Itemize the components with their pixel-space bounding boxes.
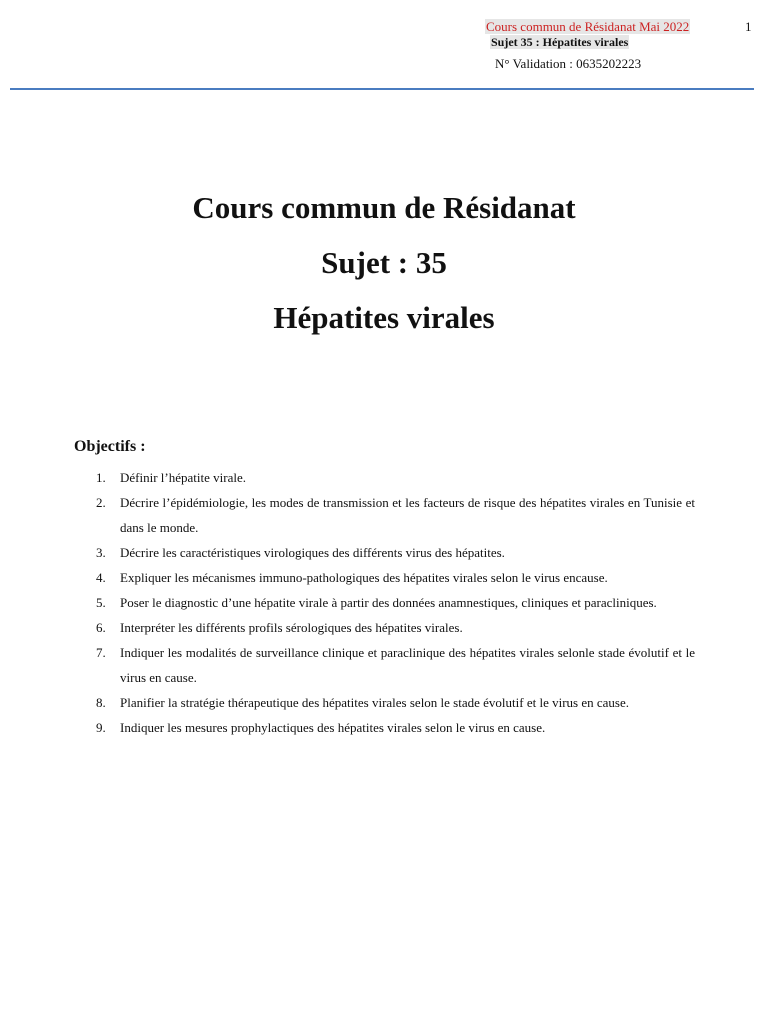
objective-number: 9. — [96, 720, 106, 735]
objectives-list — [90, 465, 695, 740]
subject-title: Hépatites virales — [273, 300, 495, 335]
objective-number: 7. — [96, 645, 106, 660]
header-validation-number: N° Validation : 0635202223 — [495, 56, 642, 71]
objective-item — [90, 640, 695, 690]
objective-number: 1. — [96, 470, 106, 485]
objective-number: 8. — [96, 695, 106, 710]
objective-text: Décrire l’épidémiologie, les modes de transmission et les facteurs de risque des hépatites virales en Tunisie et dans le monde. — [120, 495, 695, 535]
objective-item — [90, 715, 695, 740]
objective-text: Interpréter les différents profils sérologiques des hépatites virales. — [120, 620, 463, 635]
objective-number: 3. — [96, 545, 106, 560]
objective-number: 2. — [96, 495, 106, 510]
objective-item — [90, 690, 695, 715]
objective-number: 4. — [96, 570, 106, 585]
objective-number: 6. — [96, 620, 106, 635]
page-number: 1 — [745, 19, 752, 34]
subject-number: Sujet : 35 — [321, 245, 447, 280]
document-title: Cours commun de Résidanat — [192, 190, 576, 225]
objective-text: Poser le diagnostic d’une hépatite virale à partir des données anamnestiques, cliniques et paracliniques. — [120, 595, 657, 610]
objective-text: Indiquer les modalités de surveillance clinique et paraclinique des hépatites virales selonle stade évolutif et le virus en cause. — [120, 645, 695, 685]
objectives-heading: Objectifs : — [74, 438, 146, 455]
objective-item — [90, 615, 695, 640]
objective-number: 5. — [96, 595, 106, 610]
objective-item — [90, 565, 695, 590]
objective-item — [90, 590, 695, 615]
objective-text: Indiquer les mesures prophylactiques des hépatites virales selon le virus en cause. — [120, 720, 546, 735]
title-block — [0, 180, 768, 345]
objective-item — [90, 540, 695, 565]
objective-text: Décrire les caractéristiques virologiques des différents virus des hépatites. — [120, 545, 505, 560]
objective-item — [90, 465, 695, 490]
objective-text: Planifier la stratégie thérapeutique des hépatites virales selon le stade évolutif et le virus en cause. — [120, 695, 629, 710]
objective-item — [90, 490, 695, 540]
header-course-title: Cours commun de Résidanat Mai 2022 — [486, 19, 690, 34]
objective-text: Expliquer les mécanismes immuno-pathologiques des hépatites virales selon le virus encause. — [120, 570, 608, 585]
header-divider — [10, 88, 754, 90]
objective-text: Définir l’hépatite virale. — [120, 470, 246, 485]
header-subject: Sujet 35 : Hépatites virales — [491, 35, 629, 49]
